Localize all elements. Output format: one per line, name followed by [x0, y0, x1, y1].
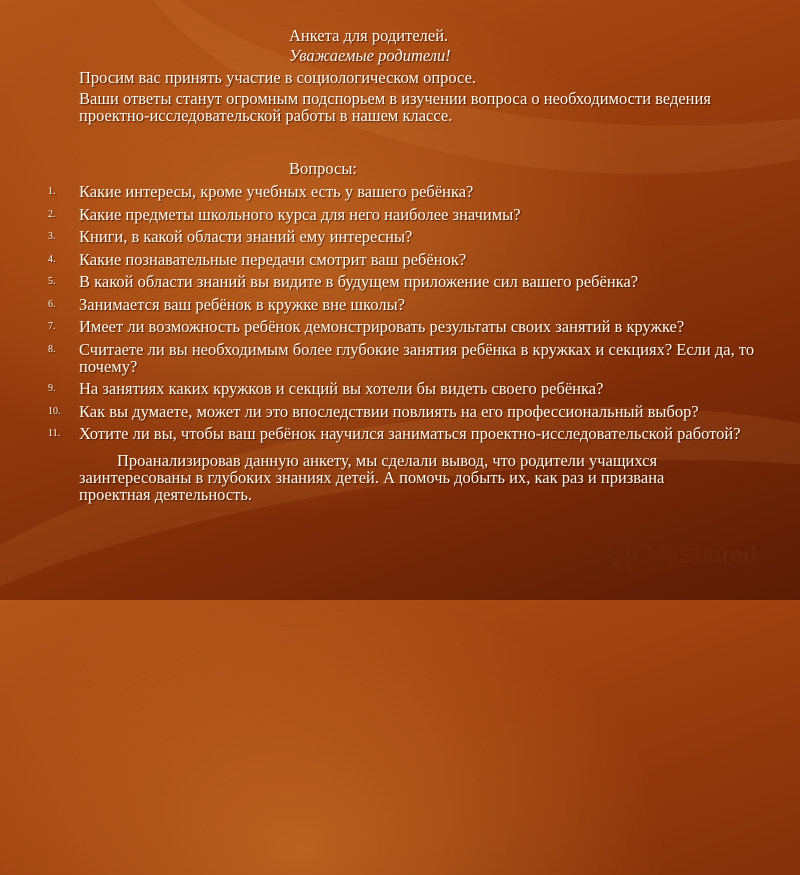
question-number: 6. — [48, 298, 56, 310]
question-item — [0, 273, 759, 290]
survey-title: Анкета для родителей. — [289, 26, 449, 45]
question-number: 8. — [48, 343, 56, 355]
question-text: Как вы думаете, может ли это впоследствии повлиять на его профессиональный выбор? — [79, 401, 699, 421]
question-text: Какие интересы, кроме учебных есть у вашего ребёнка? — [79, 182, 474, 201]
question-item — [0, 296, 759, 313]
question-item — [0, 403, 759, 420]
question-item — [0, 318, 759, 335]
question-number: 1. — [48, 186, 56, 197]
question-text: Считаете ли вы необходимым более глубокие занятия ребёнка в кружках и секциях? Если да, то почему? — [79, 339, 755, 376]
question-number: 7. — [48, 321, 56, 332]
question-number: 9. — [48, 383, 56, 394]
question-number: 3. — [48, 231, 56, 242]
conclusion-paragraph: Проанализировав данную анкету, мы сделали вывод, что родители учащихся заинтересованы в глубоких знаниях детей. А помочь добыть их, как раз и призвана проектная деятельность. — [79, 451, 665, 504]
questions-heading: Вопросы: — [289, 159, 357, 178]
questions-list — [0, 183, 800, 448]
question-text: В какой области знаний вы видите в будущем приложение сил вашего ребёнка? — [79, 272, 639, 291]
question-text: Какие предметы школьного курса для него наиболее значимы? — [79, 204, 521, 224]
question-item — [0, 251, 759, 268]
question-number: 5. — [48, 276, 56, 287]
watermark-logo — [606, 538, 776, 574]
question-text: Какие познавательные передачи смотрит ваш ребёнок? — [79, 249, 467, 269]
question-item — [0, 425, 759, 442]
intro-line-1: Просим вас принять участие в социологическом опросе. — [79, 68, 477, 87]
intro-line-2: Ваши ответы станут огромным подспорьем в изучении вопроса о необходимости ведения проектно-исследовательской работы в нашем классе. — [79, 89, 711, 125]
question-text: Хотите ли вы, чтобы ваш ребёнок научился заниматься проектно-исследовательской работой? — [79, 424, 741, 443]
question-item — [0, 206, 759, 223]
question-item — [0, 341, 759, 375]
question-number: 10. — [48, 405, 61, 417]
question-number: 4. — [48, 253, 56, 265]
question-item — [0, 228, 759, 245]
watermark-text: MyShared — [646, 542, 757, 569]
question-number: 11. — [48, 428, 61, 439]
question-text: Занимается ваш ребёнок в кружке вне школы? — [79, 294, 405, 314]
question-text: Имеет ли возможность ребёнок демонстрировать результаты своих занятий в кружке? — [79, 317, 685, 336]
question-item — [0, 380, 759, 397]
question-number: 2. — [48, 208, 56, 220]
presentation-board-icon — [606, 538, 640, 572]
question-item — [0, 183, 759, 200]
question-text: На занятиях каких кружков и секций вы хотели бы видеть своего ребёнка? — [79, 379, 604, 398]
question-text: Книги, в какой области знаний ему интересны? — [79, 227, 413, 246]
greeting: Уважаемые родители! — [289, 46, 451, 65]
